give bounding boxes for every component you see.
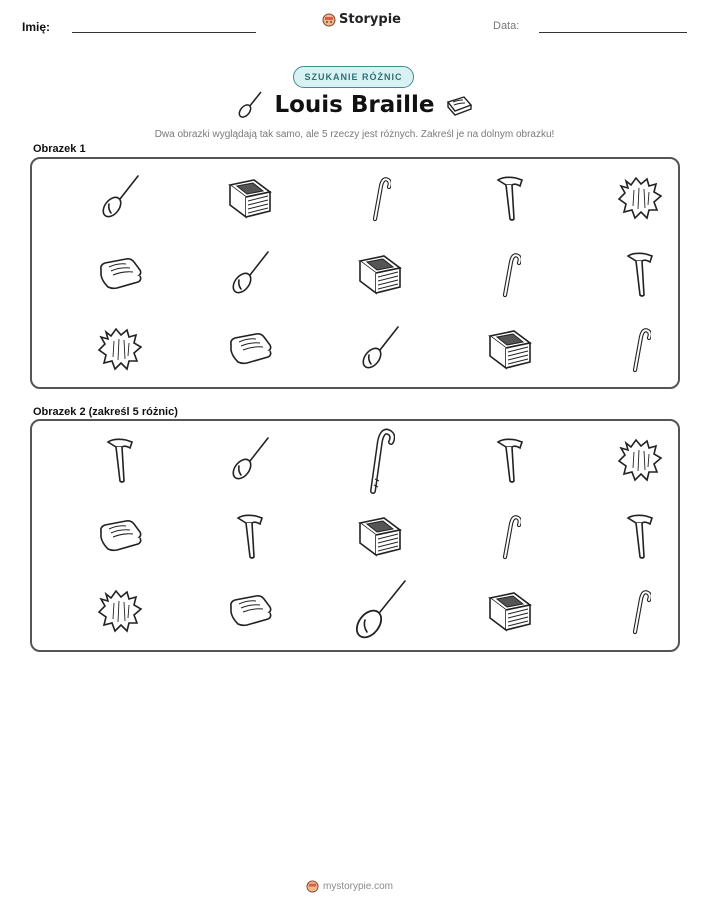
panel1-cell[interactable] bbox=[575, 159, 705, 236]
panel1-cell[interactable] bbox=[55, 310, 185, 387]
awl-icon bbox=[358, 324, 402, 374]
leather-hide-icon bbox=[96, 326, 144, 372]
name-input-line[interactable] bbox=[72, 32, 256, 33]
panel2-cell[interactable] bbox=[315, 497, 445, 574]
book-icon bbox=[486, 590, 534, 632]
panel2-cell[interactable] bbox=[185, 497, 315, 574]
cane-icon bbox=[629, 325, 651, 373]
panel1-cell[interactable] bbox=[445, 235, 575, 312]
footer-url: mystorypie.com bbox=[323, 881, 394, 892]
book-icon bbox=[486, 328, 534, 370]
panel2-cell[interactable] bbox=[445, 497, 575, 574]
cane-icon bbox=[629, 587, 651, 635]
worksheet-title: Louis Braille bbox=[274, 92, 435, 118]
brand-name: Storypie bbox=[339, 12, 401, 27]
panel1-cell[interactable] bbox=[575, 310, 705, 387]
name-label: Imię: bbox=[22, 20, 51, 34]
panel1-cell[interactable] bbox=[575, 235, 705, 312]
leather-hide-icon bbox=[616, 437, 664, 483]
awl-icon bbox=[228, 249, 272, 299]
panel1-cell[interactable] bbox=[185, 159, 315, 236]
cane-icon bbox=[365, 425, 395, 495]
awl-icon bbox=[228, 435, 272, 485]
panel2-cell[interactable] bbox=[445, 421, 575, 498]
hammer-icon bbox=[494, 435, 526, 485]
brand-logo bbox=[322, 12, 401, 27]
hammer-icon bbox=[104, 435, 136, 485]
panel2-cell[interactable] bbox=[55, 497, 185, 574]
panel1-cell[interactable] bbox=[445, 159, 575, 236]
picture-1-label: Obrazek 1 bbox=[33, 143, 86, 155]
activity-type-badge: SZUKANIE RÓŻNIC bbox=[293, 66, 414, 88]
date-label: Data: bbox=[493, 20, 520, 32]
panel1-cell[interactable] bbox=[315, 159, 445, 236]
panel1-cell[interactable] bbox=[185, 310, 315, 387]
cane-icon bbox=[499, 512, 521, 560]
leather-hide-icon bbox=[616, 175, 664, 221]
panel2-cell[interactable] bbox=[185, 572, 315, 649]
leather-block-icon bbox=[444, 94, 474, 118]
panel2-cell[interactable] bbox=[575, 497, 705, 574]
panel1-cell[interactable] bbox=[315, 235, 445, 312]
hammer-icon bbox=[624, 249, 656, 299]
panel2-cell[interactable] bbox=[445, 572, 575, 649]
panel2-cell[interactable] bbox=[315, 572, 445, 649]
hammer-icon bbox=[234, 511, 266, 561]
panel2-cell[interactable] bbox=[185, 421, 315, 498]
book-icon bbox=[226, 177, 274, 219]
awl-icon bbox=[98, 173, 142, 223]
panel1-cell[interactable] bbox=[185, 235, 315, 312]
panel2-cell[interactable] bbox=[55, 421, 185, 498]
panel2-cell[interactable] bbox=[55, 572, 185, 649]
leather-hide-icon bbox=[96, 588, 144, 634]
panel2-cell[interactable] bbox=[575, 421, 705, 498]
panel1-cell[interactable] bbox=[445, 310, 575, 387]
instructions-text: Dwa obrazki wyglądają tak samo, ale 5 rzeczy jest różnych. Zakreśl je na dolnym obrazku! bbox=[154, 129, 555, 140]
awl-icon bbox=[351, 578, 409, 644]
hammer-icon bbox=[624, 511, 656, 561]
cane-icon bbox=[499, 250, 521, 298]
footer bbox=[306, 880, 393, 893]
panel2-cell[interactable] bbox=[315, 421, 445, 498]
panel1-cell[interactable] bbox=[55, 159, 185, 236]
hammer-icon bbox=[494, 173, 526, 223]
storypie-logo-icon bbox=[322, 13, 336, 27]
picture-2-label: Obrazek 2 (zakreśl 5 różnic) bbox=[33, 406, 178, 418]
panel1-cell[interactable] bbox=[55, 235, 185, 312]
leather-block-icon bbox=[226, 331, 274, 367]
leather-block-icon bbox=[96, 256, 144, 292]
book-icon bbox=[356, 515, 404, 557]
leather-block-icon bbox=[226, 593, 274, 629]
cane-icon bbox=[369, 174, 391, 222]
leather-block-icon bbox=[96, 518, 144, 554]
panel2-cell[interactable] bbox=[575, 572, 705, 649]
date-input-line[interactable] bbox=[539, 32, 687, 33]
book-icon bbox=[356, 253, 404, 295]
storypie-logo-icon bbox=[306, 880, 319, 893]
panel1-cell[interactable] bbox=[315, 310, 445, 387]
